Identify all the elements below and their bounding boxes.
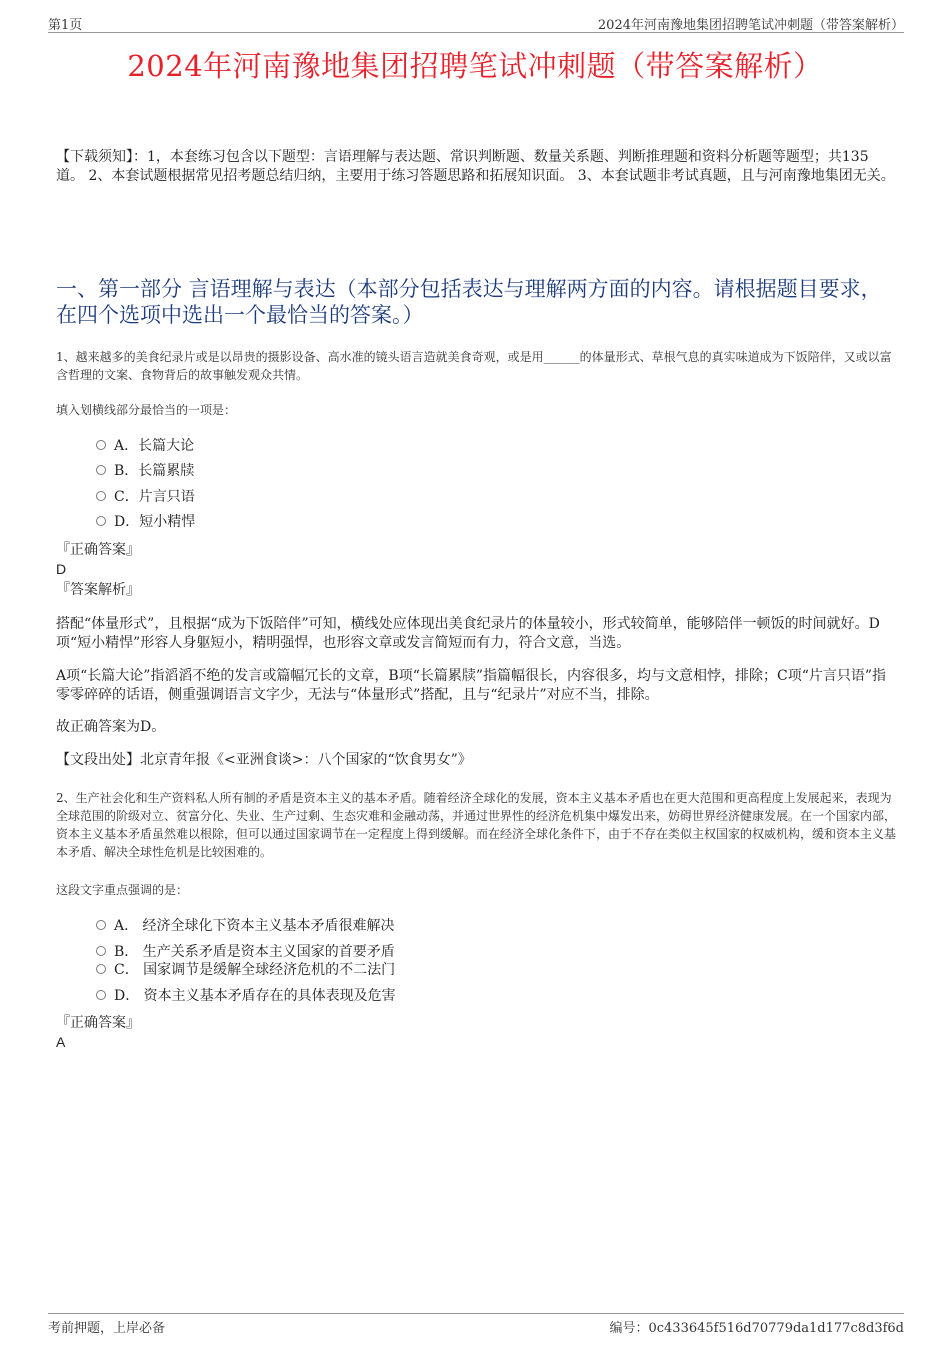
- q2-option-d-label: D． 资本主义基本矛盾存在的具体表现及危害: [114, 988, 396, 1004]
- document-title: 2024年河南豫地集团招聘笔试冲刺题（带答案解析）: [127, 49, 823, 83]
- q1-option-d[interactable]: [96, 512, 195, 532]
- q1-source: 【文段出处】北京青年报《<亚洲食谈>：八个国家的“饮食男女”》: [56, 752, 472, 768]
- section-heading: 一、第一部分 言语理解与表达（本部分包括表达与理解两方面的内容。请根据题目要求，在四个选项中选出一个最恰当的答案。）: [56, 277, 882, 327]
- download-notice: 【下载须知】：1，本套练习包含以下题型：言语理解与表达题、常识判断题、数量关系题、判断推理题和资料分析题等题型；共135道。 2、本套试题根据常见招考题总结归纳，主要用于练习答题思路和拓展知识面。 3、本套试题非考试真题，且与河南豫地集团无关。: [56, 149, 895, 184]
- q1-option-c[interactable]: [96, 487, 195, 507]
- q1-option-b[interactable]: [96, 461, 194, 481]
- q1-option-a[interactable]: [96, 436, 194, 456]
- question-1-prompt: 填入划横线部分最恰当的一项是：: [56, 403, 237, 417]
- radio-icon[interactable]: [96, 990, 106, 1000]
- q1-analysis-conclusion: 故正确答案为D。: [56, 719, 166, 735]
- q1-option-d-label: D．短小精悍: [114, 514, 196, 530]
- question-1-stem: 1、越来越多的美食纪录片或是以昂贵的摄影设备、高水准的镜头语言造就美食奇观，或是用______的体量形式、草根气息的真实味道成为下饭陪伴，又或以富含哲理的文案、食物背后的故事触发观众共情。: [56, 350, 892, 382]
- radio-icon[interactable]: [96, 964, 106, 974]
- radio-icon[interactable]: [96, 516, 106, 526]
- page-header: [48, 14, 904, 33]
- q1-analysis-paragraph-2: A项“长篇大论”指滔滔不绝的发言或篇幅冗长的文章，B项“长篇累牍”指篇幅很长，内容很多，均与文意相悖，排除；C项“片言只语”指零零碎碎的话语，侧重强调语言文字少，无法与“体量形式”搭配，且与“纪录片”对应不当，排除。: [56, 668, 887, 703]
- page-footer: [48, 1313, 904, 1334]
- q2-option-d[interactable]: [96, 986, 396, 1006]
- radio-icon[interactable]: [96, 946, 106, 956]
- q2-option-c-label: C． 国家调节是缓解全球经济危机的不二法门: [114, 962, 396, 978]
- question-2-stem: 2、生产社会化和生产资料私人所有制的矛盾是资本主义的基本矛盾。随着经济全球化的发展，资本主义基本矛盾也在更大范围和更高程度上发展起来，表现为全球范围的阶级对立、贫富分化、失业、生产过剩、生态灾难和金融动荡，并通过世界性的经济危机集中爆发出来，妨碍世界经济健康发展。在一个国家内部，资本主义基本矛盾虽然难以根除，但可以通过国家调节在一定程度上得到缓解。而在经济全球化条件下，由于不存在类似主权国家的权威机构，缓和资本主义基本矛盾、解决全球性危机是比较困难的。: [56, 791, 897, 859]
- q2-option-b-label: B． 生产关系矛盾是资本主义国家的首要矛盾: [114, 944, 395, 960]
- q1-option-c-label: C．片言只语: [114, 489, 195, 505]
- header-doc-title: 2024年河南豫地集团招聘笔试冲刺题（带答案解析）: [597, 18, 904, 33]
- q1-analysis-label: 『答案解析』: [56, 582, 140, 598]
- radio-icon[interactable]: [96, 491, 106, 501]
- page-number: 第1页: [48, 18, 83, 33]
- q2-option-b[interactable]: [96, 942, 395, 962]
- question-2-prompt: 这段文字重点强调的是：: [56, 883, 189, 897]
- q1-analysis-paragraph-1: 搭配“体量形式”，且根据“成为下饭陪伴”可知，横线处应体现出美食纪录片的体量较小，形式较简单，能够陪伴一顿饭的时间就好。D项“短小精悍”形容人身躯短小，精明强悍，也形容文章或发言简短而有力，符合文意，当选。: [56, 616, 880, 651]
- q1-option-a-label: A．长篇大论: [114, 438, 195, 454]
- q2-answer-label: 『正确答案』: [56, 1015, 140, 1031]
- radio-icon[interactable]: [96, 440, 106, 450]
- q2-option-c[interactable]: [96, 960, 395, 980]
- q1-answer: D: [56, 561, 67, 577]
- q2-option-a-label: A． 经济全球化下资本主义基本矛盾很难解决: [114, 918, 395, 934]
- radio-icon[interactable]: [96, 920, 106, 930]
- q1-answer-label: 『正确答案』: [56, 542, 140, 558]
- q1-option-b-label: B．长篇累牍: [114, 463, 195, 479]
- footer-slogan: 考前押题，上岸必备: [48, 1321, 166, 1336]
- q2-answer: A: [56, 1034, 66, 1050]
- footer-document-id: 编号：0c433645f516d70779da1d177c8d3f6d: [609, 1321, 904, 1336]
- q2-option-a[interactable]: [96, 916, 395, 936]
- radio-icon[interactable]: [96, 465, 106, 475]
